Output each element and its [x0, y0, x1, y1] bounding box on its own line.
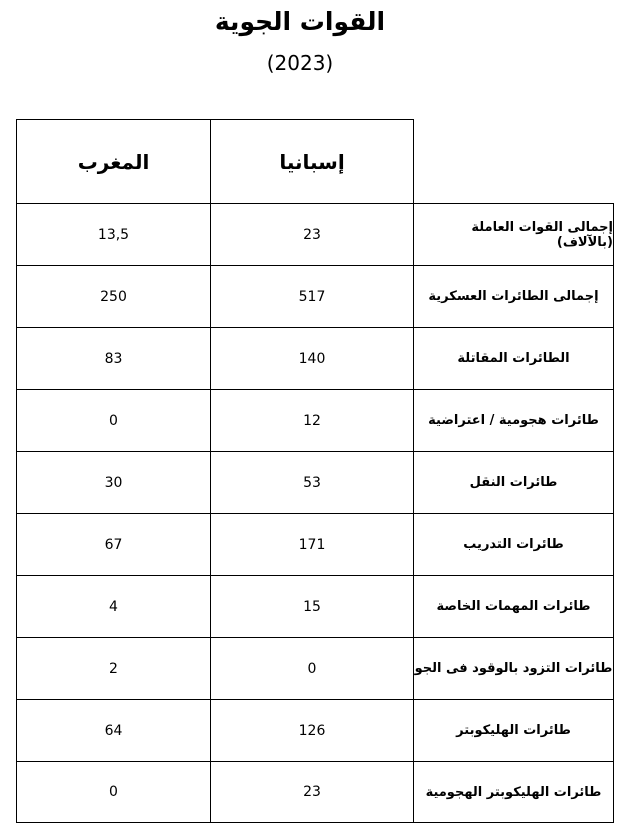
cell-spain: 0 [211, 637, 414, 699]
cell-spain: 23 [211, 761, 414, 823]
cell-spain: 126 [211, 699, 414, 761]
row-label: طائرات الهليكوبتر الهجومية [414, 761, 614, 823]
cell-spain: 171 [211, 513, 414, 575]
page-subtitle-year: (2023) [266, 51, 334, 75]
cell-spain: 23 [211, 203, 414, 265]
header-morocco: المغرب [16, 119, 211, 203]
cell-morocco: 250 [16, 265, 211, 327]
table-row [16, 513, 614, 575]
cell-morocco: 13,5 [16, 203, 211, 265]
cell-spain: 15 [211, 575, 414, 637]
table-row [16, 699, 614, 761]
row-label: طائرات التدريب [414, 513, 614, 575]
row-label: إجمالى القوات العاملة (بالآلاف) [414, 203, 614, 265]
table-row [16, 389, 614, 451]
table-header-row [16, 119, 614, 203]
cell-spain: 140 [211, 327, 414, 389]
row-label: طائرات النقل [414, 451, 614, 513]
cell-morocco: 0 [16, 389, 211, 451]
cell-spain: 12 [211, 389, 414, 451]
table-row [16, 327, 614, 389]
cell-morocco: 67 [16, 513, 211, 575]
table-row [16, 761, 614, 823]
row-label: الطائرات المقاتلة [414, 327, 614, 389]
row-label: إجمالى الطائرات العسكرية [414, 265, 614, 327]
header-label-empty [414, 119, 614, 203]
comparison-table [16, 119, 614, 823]
row-label: طائرات المهمات الخاصة [414, 575, 614, 637]
row-label: طائرات الهليكوبتر [414, 699, 614, 761]
cell-morocco: 64 [16, 699, 211, 761]
table-row [16, 203, 614, 265]
table-row [16, 637, 614, 699]
row-label: طائرات هجومية / اعتراضية [414, 389, 614, 451]
cell-morocco: 30 [16, 451, 211, 513]
table-row [16, 265, 614, 327]
cell-morocco: 4 [16, 575, 211, 637]
page-title: القوات الجوية [214, 7, 386, 36]
cell-morocco: 2 [16, 637, 211, 699]
table-row [16, 451, 614, 513]
cell-spain: 53 [211, 451, 414, 513]
cell-morocco: 83 [16, 327, 211, 389]
cell-spain: 517 [211, 265, 414, 327]
row-label: طائرات التزود بالوقود فى الجو [414, 637, 614, 699]
cell-morocco: 0 [16, 761, 211, 823]
table-row [16, 575, 614, 637]
header-spain: إسبانيا [211, 119, 414, 203]
